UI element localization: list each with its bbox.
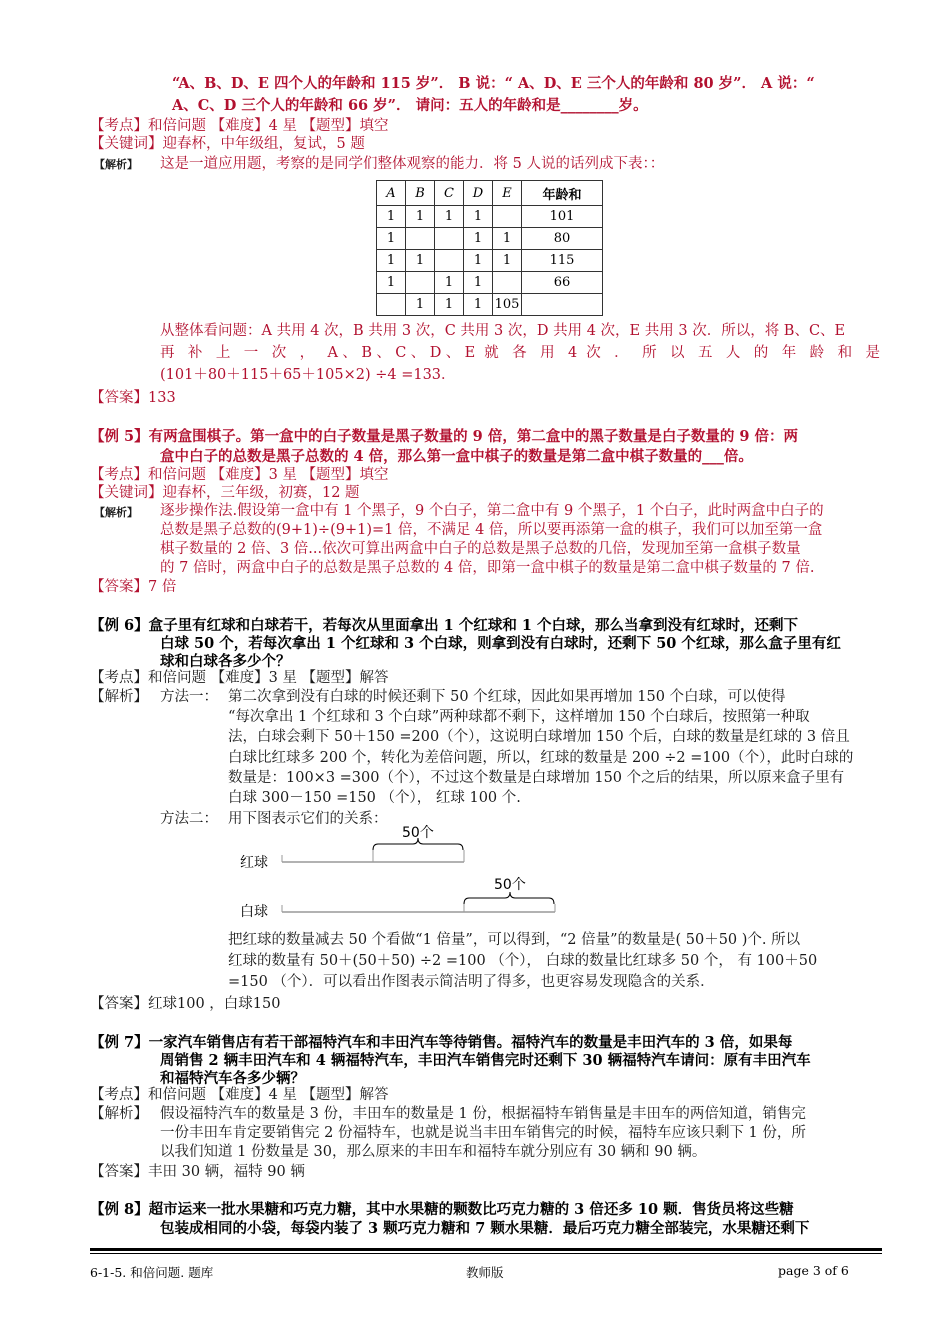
analysis-line: 白球 300－150 =150 （个）， 红球 100 个.	[228, 790, 521, 806]
analysis-tag: 【解析】	[94, 506, 138, 519]
analysis-line: 棋子数量的 2 倍、3 倍...依次可算出两盒中白子的总数是黑子总数的几倍，发现加至第一盒棋子数量	[160, 541, 801, 557]
analysis-line: 假设福特汽车的数量是 3 份，丰田车的数量是 1 份，根据福特车销售量是丰田车的两倍知道，销售完	[160, 1106, 806, 1122]
analysis-line: 用下图表示它们的关系：	[228, 811, 388, 827]
table-cell: 1	[406, 206, 435, 228]
question-line: 【例 5】有两盒围棋子。第一盒中的白子数量是黑子数量的 9 倍，第二盒中的黑子数量是白子数量的 9 倍：两	[90, 428, 799, 445]
footer-rule-thin	[90, 1253, 882, 1254]
analysis-line: 数量是：100×3 =300（个），不过这个数量是白球增加 150 个之后的结果，所以原来盒子里有	[228, 770, 845, 786]
analysis-line: 红球的数量有 50＋(50＋50) ÷2 =100 （个）， 白球的数量比红球多 50 个， 有 100＋50	[228, 953, 818, 969]
analysis-line: 法，白球会剩下 50＋150 =200（个），这说明白球增加 150 个后，白球的数量是红球的 3 倍且	[228, 729, 850, 745]
question-line: 球和白球各多少个？	[160, 653, 291, 670]
kaodian-line: 【考点】和倍问题 【难度】4 星 【题型】填空	[90, 118, 389, 134]
footer-page: page 3 of 6	[778, 1263, 849, 1278]
analysis-line: 逐步操作法.假设第一盒中有 1 个黑子，9 个白子，第二盒中有 9 个黑子，1 个白子，此时两盒中白子的	[160, 503, 824, 519]
table-cell: 1	[377, 272, 406, 294]
analysis-line: 再 补 上 一 次 ， A、B、C、D、E 就 各 用 4 次 ． 所 以 五 人 的 年 龄 和 是	[160, 345, 880, 361]
analysis-intro: 这是一道应用题，考察的是同学们整体观察的能力．将 5 人说的话列成下表：：	[160, 156, 665, 172]
table-header: 年龄和	[522, 181, 603, 206]
question-line: 【例 7】一家汽车销售店有若干部福特汽车和丰田汽车等待销售。福特汽车的数量是丰田汽车的 3 倍，如果每	[90, 1034, 793, 1051]
question-line: 和福特汽车各多少辆？	[160, 1070, 305, 1087]
analysis-line: 总数是黑子总数的(9+1)÷(9+1)=1 倍，不满足 4 倍，所以要再添第一盒的棋子，我们可以加至第一盒	[160, 522, 823, 538]
analysis-line: 第二次拿到没有白球的时候还剩下 50 个红球，因此如果再增加 150 个白球，可以使得	[228, 689, 786, 705]
analysis-line: 一份丰田车肯定要销售完 2 份福特车，也就是说当丰田车销售完的时候，福特车应该只剩下 1 份，所	[160, 1125, 806, 1141]
table-cell	[493, 272, 522, 294]
table-cell	[435, 250, 464, 272]
table-cell: 1	[406, 250, 435, 272]
table-row	[377, 206, 603, 228]
table-cell: 105	[493, 294, 522, 316]
table-row	[377, 294, 603, 316]
kaodian-line: 【考点】和倍问题 【难度】3 星 【题型】解答	[90, 670, 389, 686]
age-table	[376, 180, 603, 316]
table-cell: 1	[464, 228, 493, 250]
table-cell	[377, 294, 406, 316]
footer-left: 6-1-5. 和倍问题. 题库	[90, 1265, 214, 1280]
analysis-line: 的 7 倍时，两盒中白子的总数是黑子总数的 4 倍，即第一盒中棋子的数量是第二盒中棋子数量的 7 倍.	[160, 560, 815, 576]
question-line: 【例 8】超市运来一批水果糖和巧克力糖，其中水果糖的颗数比巧克力糖的 3 倍还多 10 颗．售货员将这些糖	[90, 1201, 794, 1218]
analysis-line: 把红球的数量减去 50 个看做“1 倍量”，可以得到，“2 倍量”的数量是( 50＋50 )个. 所以	[228, 932, 801, 948]
table-cell: 1	[377, 250, 406, 272]
table-row	[377, 250, 603, 272]
answer-line: 【答案】7 倍	[90, 579, 177, 595]
analysis-tag: 【解析】	[90, 1106, 148, 1122]
method-label: 方法二：	[160, 811, 218, 827]
table-cell	[406, 272, 435, 294]
top-brace	[373, 838, 463, 850]
table-row	[377, 272, 603, 294]
mid-brace	[464, 892, 554, 904]
analysis-line: “每次拿出 1 个红球和 3 个白球”两种球都不剩下，这样增加 150 个白球后，按照第一种取	[228, 709, 810, 725]
table-header: E	[493, 181, 522, 206]
analysis-line: 从整体看问题：A 共用 4 次，B 共用 3 次，C 共用 3 次，D 共用 4 次，E 共用 3 次．所以，将 B、C、E	[160, 323, 846, 339]
answer-line: 【答案】丰田 30 辆，福特 90 辆	[90, 1164, 305, 1180]
keywords-line: 【关键词】迎春杯，三年级，初赛，12 题	[90, 485, 360, 501]
analysis-line: 以我们知道 1 份数量是 30，那么原来的丰田车和福特车就分别应有 30 辆和 90 辆。	[160, 1144, 707, 1160]
table-cell: 1	[435, 294, 464, 316]
table-cell: 1	[493, 250, 522, 272]
table-cell: 1	[377, 228, 406, 250]
analysis-tag: 【解析】	[90, 689, 148, 705]
table-cell: 1	[493, 228, 522, 250]
question-line: 周销售 2 辆丰田汽车和 4 辆福特汽车，丰田汽车销售完时还剩下 30 辆福特汽车请问：原有丰田汽车	[160, 1052, 811, 1069]
question-line: A、C、D 三个人的年龄和 66 岁”． 请问：五人的年龄和是________岁。	[172, 97, 648, 114]
question-line: 白球 50 个，若每次拿出 1 个红球和 3 个白球，则拿到没有白球时，还剩下 50 个红球，那么盒子里有红	[160, 635, 841, 652]
question-line: “A、B、D、E 四个人的年龄和 115 岁”． B 说：“ A、D、E 三个人的年龄和 80 岁”． A 说：“	[172, 75, 815, 92]
table-cell: 1	[464, 206, 493, 228]
keywords-line: 【关键词】迎春杯，中年级组，复试，5 题	[90, 136, 365, 152]
table-cell	[522, 294, 603, 316]
analysis-tag: 【解析】	[94, 158, 138, 171]
method-label: 方法一：	[160, 689, 218, 705]
table-cell	[406, 228, 435, 250]
white-ball-label: 白球	[240, 904, 268, 920]
table-cell: 1	[377, 206, 406, 228]
table-cell: 1	[464, 294, 493, 316]
answer-line: 【答案】133	[90, 390, 176, 406]
question-line: 【例 6】盒子里有红球和白球若干，若每次从里面拿出 1 个红球和 1 个白球，那么当拿到没有红球时，还剩下	[90, 617, 799, 634]
table-header: B	[406, 181, 435, 206]
table-cell: 1	[435, 272, 464, 294]
analysis-line: 白球比红球多 200 个，转化为差倍问题，所以，红球的数量是 200 ÷2 =100（个），此时白球的	[228, 750, 854, 766]
table-cell: 80	[522, 228, 603, 250]
table-cell: 1	[464, 250, 493, 272]
question-line: 包装成相同的小袋，每袋内装了 3 颗巧克力糖和 7 颗水果糖．最后巧克力糖全部装完，水果糖还剩下	[160, 1220, 810, 1237]
table-header-row	[377, 181, 603, 206]
table-cell: 1	[464, 272, 493, 294]
table-cell: 1	[435, 206, 464, 228]
question-line: 盒中白子的总数是黑子总数的 4 倍，那么第一盒中棋子的数量是第二盒中棋子数量的___倍。	[160, 448, 753, 465]
table-row	[377, 228, 603, 250]
analysis-line: (101＋80＋115＋65＋105×2) ÷4 =133．	[160, 367, 456, 383]
table-cell: 1	[406, 294, 435, 316]
analysis-line: =150 （个）．可以看出作图表示简洁明了得多，也更容易发现隐含的关系．	[228, 974, 715, 990]
table-cell: 66	[522, 272, 603, 294]
segment-diagram	[230, 822, 570, 922]
footer-rule-thick	[90, 1248, 882, 1251]
top-50-label: 50个	[402, 825, 434, 841]
table-cell	[493, 206, 522, 228]
table-cell: 115	[522, 250, 603, 272]
table-cell	[435, 228, 464, 250]
red-ball-label: 红球	[240, 855, 268, 871]
kaodian-line: 【考点】和倍问题 【难度】3 星 【题型】填空	[90, 467, 389, 483]
kaodian-line: 【考点】和倍问题 【难度】4 星 【题型】解答	[90, 1087, 389, 1103]
table-header: A	[377, 181, 406, 206]
table-header: C	[435, 181, 464, 206]
footer-center: 教师版	[466, 1265, 504, 1280]
answer-line: 【答案】红球100 ，白球150	[90, 996, 281, 1012]
mid-50-label: 50个	[494, 877, 526, 893]
table-header: D	[464, 181, 493, 206]
table-cell: 101	[522, 206, 603, 228]
